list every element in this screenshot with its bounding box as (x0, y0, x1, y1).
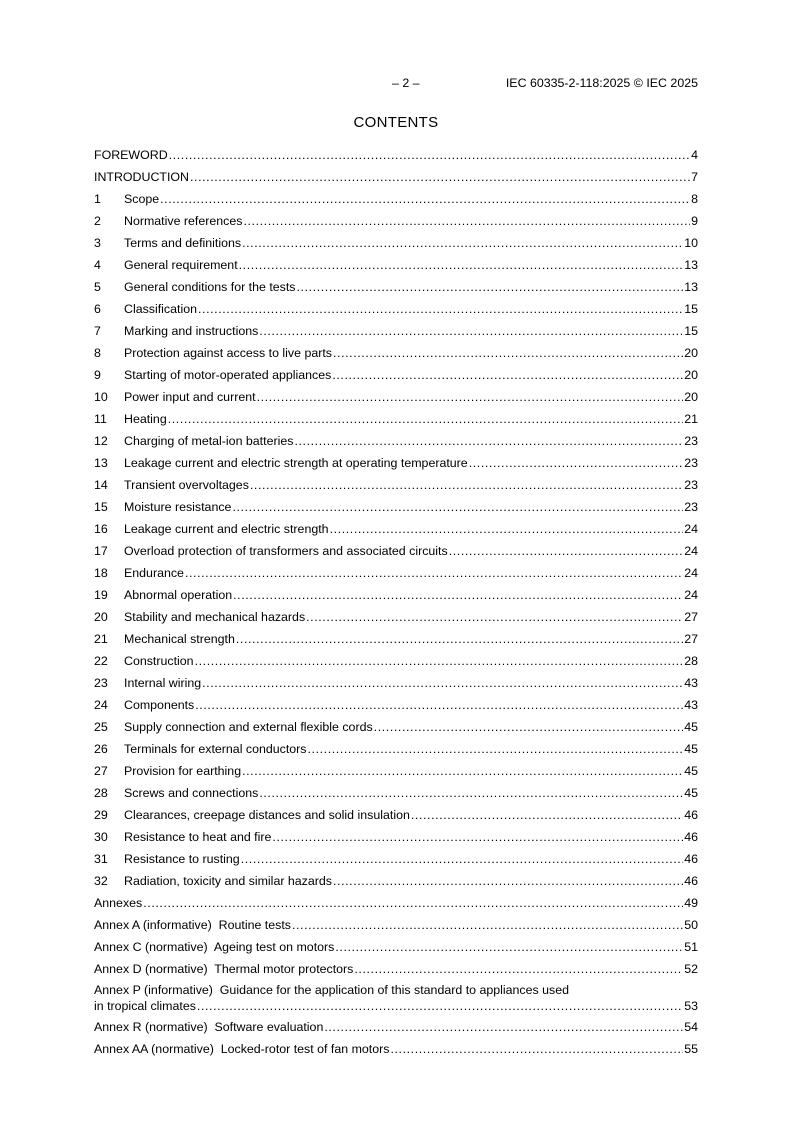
toc-entry-number: 14 (94, 478, 108, 492)
dot-leader (185, 565, 683, 581)
toc-entry-label: Abnormal operation (124, 588, 233, 602)
toc-entry-label: Annex R (normative) Software evaluation (94, 1020, 324, 1034)
toc-entry-page: 27 (684, 610, 698, 624)
dot-leader (241, 851, 684, 867)
toc-entry-page: 46 (684, 852, 698, 866)
toc-entry-page: 45 (684, 764, 698, 778)
toc-entry-page: 28 (684, 654, 698, 668)
toc-entry-page: 45 (684, 786, 698, 800)
toc-entry-label: Stability and mechanical hazards (124, 610, 306, 624)
toc-entry-label: Annex D (normative) Thermal motor protectors (94, 962, 354, 976)
toc-entry[interactable] (94, 475, 698, 497)
toc-entry-page: 13 (684, 258, 698, 272)
toc-entry-number: 30 (94, 830, 108, 844)
table-of-contents (94, 145, 698, 1061)
toc-entry[interactable] (94, 299, 698, 321)
dot-leader (232, 499, 683, 515)
toc-entry[interactable] (94, 849, 698, 871)
toc-entry-label: Mechanical strength (124, 632, 235, 646)
toc-entry[interactable] (94, 343, 698, 365)
dot-leader (333, 873, 683, 889)
toc-entry-label: Annex AA (normative) Locked-rotor test of fan motors (94, 1042, 390, 1056)
toc-entry-label: Annex P (informative) Guidance for the application of this standard to appliances used (94, 983, 570, 997)
toc-entry-label: Terminals for external conductors (124, 742, 307, 756)
toc-entry-label: Resistance to rusting (124, 852, 240, 866)
toc-entry-label: FOREWORD (94, 148, 168, 162)
toc-entry-label: Annex C (normative) Ageing test on motors (94, 940, 335, 954)
toc-entry-label: Annex A (informative) Routine tests (94, 918, 291, 932)
toc-entry-number: 27 (94, 764, 108, 778)
dot-leader (160, 191, 690, 207)
toc-entry-page: 9 (691, 214, 698, 228)
toc-entry-number: 23 (94, 676, 108, 690)
toc-entry-page: 50 (684, 918, 698, 932)
dot-leader (306, 609, 683, 625)
toc-entry[interactable] (94, 1039, 698, 1061)
toc-entry-label: Overload protection of transformers and associated circuits (124, 544, 448, 558)
toc-entry[interactable] (94, 211, 698, 233)
toc-entry[interactable] (94, 387, 698, 409)
toc-entry[interactable] (94, 915, 698, 937)
dot-leader (243, 213, 690, 229)
toc-entry-page: 23 (684, 456, 698, 470)
toc-entry-label: INTRODUCTION (94, 170, 189, 184)
dot-leader (292, 917, 683, 933)
toc-entry-number: 13 (94, 456, 108, 470)
toc-entry[interactable] (94, 1017, 698, 1039)
toc-entry[interactable] (94, 563, 698, 585)
dot-leader (168, 411, 683, 427)
dot-leader (190, 169, 690, 185)
toc-entry-page: 23 (684, 500, 698, 514)
toc-entry-page: 20 (684, 390, 698, 404)
dot-leader (374, 719, 684, 735)
toc-entry-label: Starting of motor-operated appliances (124, 368, 332, 382)
toc-entry[interactable] (94, 651, 698, 673)
toc-entry-number: 26 (94, 742, 108, 756)
dot-leader (195, 653, 684, 669)
toc-entry-number: 20 (94, 610, 108, 624)
toc-entry-page: 24 (684, 588, 698, 602)
toc-entry-page: 7 (691, 170, 698, 184)
toc-entry-page: 46 (684, 808, 698, 822)
dot-leader (250, 477, 683, 493)
toc-entry-page: 15 (684, 324, 698, 338)
toc-entry[interactable] (94, 255, 698, 277)
toc-entry-number: 22 (94, 654, 108, 668)
toc-entry-label: Clearances, creepage distances and solid insulation (124, 808, 410, 822)
toc-entry[interactable] (94, 893, 698, 915)
dot-leader (257, 389, 684, 405)
toc-entry-page: 43 (684, 676, 698, 690)
toc-entry-label: Power input and current (124, 390, 256, 404)
toc-entry-label: Endurance (124, 566, 184, 580)
toc-entry[interactable] (94, 409, 698, 431)
toc-entry-page: 51 (684, 940, 698, 954)
toc-entry-label: Normative references (124, 214, 243, 228)
toc-entry[interactable] (94, 321, 698, 343)
toc-entry-page: 24 (684, 544, 698, 558)
dot-leader (449, 543, 684, 559)
toc-entry-number: 24 (94, 698, 108, 712)
toc-entry-number: 10 (94, 390, 108, 404)
toc-entry[interactable] (94, 739, 698, 761)
dot-leader (198, 301, 683, 317)
toc-entry[interactable] (94, 717, 698, 739)
dot-leader (354, 961, 683, 977)
toc-entry-label-continued: in tropical climates (94, 999, 196, 1013)
toc-entry-label: Construction (124, 654, 194, 668)
toc-entry-page: 10 (684, 236, 698, 250)
toc-entry[interactable] (94, 145, 698, 167)
toc-entry-label: Scope (124, 192, 160, 206)
toc-entry-page: 21 (684, 412, 698, 426)
dot-leader (169, 147, 690, 163)
toc-entry-page: 13 (684, 280, 698, 294)
toc-entry-label: Annexes (94, 896, 143, 910)
toc-entry[interactable] (94, 365, 698, 387)
toc-entry[interactable] (94, 871, 698, 893)
toc-entry-label: General requirement (124, 258, 238, 272)
toc-entry[interactable] (94, 519, 698, 541)
toc-entry-page: 24 (684, 522, 698, 536)
toc-entry[interactable] (94, 585, 698, 607)
dot-leader (242, 235, 683, 251)
toc-entry[interactable] (94, 431, 698, 453)
toc-entry-number: 17 (94, 544, 108, 558)
toc-entry-number: 9 (94, 368, 101, 382)
toc-entry-label: Supply connection and external flexible cords (124, 720, 373, 734)
toc-entry-label: Leakage current and electric strength (124, 522, 329, 536)
dot-leader (259, 323, 683, 339)
dot-leader (324, 1019, 683, 1035)
toc-entry-page: 4 (691, 148, 698, 162)
dot-leader (333, 345, 683, 361)
page-number: – 2 – (392, 76, 420, 90)
toc-entry[interactable] (94, 607, 698, 629)
toc-entry[interactable] (94, 981, 698, 1017)
toc-entry-label: Terms and definitions (124, 236, 242, 250)
toc-entry[interactable] (94, 805, 698, 827)
toc-entry-number: 31 (94, 852, 108, 866)
toc-entry-page: 46 (684, 874, 698, 888)
toc-entry-page: 53 (684, 999, 698, 1013)
toc-entry-label: Marking and instructions (124, 324, 259, 338)
toc-entry-number: 6 (94, 302, 101, 316)
toc-entry-page: 45 (684, 742, 698, 756)
dot-leader (297, 279, 684, 295)
page-header (94, 76, 698, 92)
toc-entry-page: 45 (684, 720, 698, 734)
toc-entry-label: Transient overvoltages (124, 478, 249, 492)
toc-entry[interactable] (94, 277, 698, 299)
dot-leader (332, 367, 683, 383)
toc-entry-page: 54 (684, 1020, 698, 1034)
toc-entry-page: 20 (684, 368, 698, 382)
toc-entry-label: Leakage current and electric strength at operating temperature (124, 456, 468, 470)
toc-entry-number: 3 (94, 236, 101, 250)
toc-entry-label: Radiation, toxicity and similar hazards (124, 874, 332, 888)
toc-entry-label: Charging of metal-ion batteries (124, 434, 294, 448)
dot-leader (469, 455, 684, 471)
toc-entry-label: Screws and connections (124, 786, 259, 800)
toc-entry-label: General conditions for the tests (124, 280, 296, 294)
toc-entry-page: 55 (684, 1042, 698, 1056)
toc-entry-label: Provision for earthing (124, 764, 242, 778)
toc-entry-number: 5 (94, 280, 101, 294)
toc-entry-number: 1 (94, 192, 101, 206)
toc-entry-page: 15 (684, 302, 698, 316)
toc-entry[interactable] (94, 233, 698, 255)
toc-entry[interactable] (94, 541, 698, 563)
toc-entry-number: 12 (94, 434, 108, 448)
toc-entry-number: 29 (94, 808, 108, 822)
dot-leader (236, 631, 683, 647)
toc-entry[interactable] (94, 629, 698, 651)
dot-leader (294, 433, 683, 449)
standard-reference: IEC 60335-2-118:2025 © IEC 2025 (505, 76, 698, 90)
toc-entry[interactable] (94, 497, 698, 519)
toc-entry-page: 52 (684, 962, 698, 976)
toc-entry[interactable] (94, 827, 698, 849)
toc-entry-number: 25 (94, 720, 108, 734)
dot-leader (233, 587, 683, 603)
toc-entry-page: 46 (684, 830, 698, 844)
toc-entry-label: Moisture resistance (124, 500, 232, 514)
toc-entry-label: Components (124, 698, 195, 712)
toc-entry-number: 32 (94, 874, 108, 888)
toc-entry-number: 21 (94, 632, 108, 646)
dot-leader (272, 829, 683, 845)
dot-leader (308, 741, 684, 757)
toc-entry-number: 18 (94, 566, 108, 580)
toc-entry[interactable] (94, 453, 698, 475)
toc-entry-number: 8 (94, 346, 101, 360)
toc-entry-page: 24 (684, 566, 698, 580)
dot-leader (195, 697, 683, 713)
toc-entry[interactable] (94, 189, 698, 211)
toc-entry-number: 7 (94, 324, 101, 338)
toc-entry-page: 43 (684, 698, 698, 712)
toc-entry-label: Heating (124, 412, 167, 426)
toc-entry-label: Protection against access to live parts (124, 346, 332, 360)
dot-leader (411, 807, 683, 823)
toc-entry-page: 27 (684, 632, 698, 646)
toc-entry-label: Internal wiring (124, 676, 202, 690)
toc-entry-page: 23 (684, 434, 698, 448)
dot-leader (335, 939, 683, 955)
toc-entry[interactable] (94, 783, 698, 805)
toc-entry[interactable] (94, 761, 698, 783)
toc-entry-page: 49 (684, 896, 698, 910)
toc-entry-label: Resistance to heat and fire (124, 830, 272, 844)
toc-entry[interactable] (94, 937, 698, 959)
page-title: CONTENTS (353, 114, 439, 131)
toc-entry-number: 28 (94, 786, 108, 800)
toc-entry-number: 2 (94, 214, 101, 228)
dot-leader (197, 998, 683, 1014)
toc-entry[interactable] (94, 695, 698, 717)
dot-leader (202, 675, 683, 691)
toc-entry-page: 20 (684, 346, 698, 360)
toc-entry[interactable] (94, 167, 698, 189)
dot-leader (330, 521, 684, 537)
toc-entry-number: 19 (94, 588, 108, 602)
toc-entry[interactable] (94, 673, 698, 695)
dot-leader (390, 1041, 683, 1057)
dot-leader (239, 257, 684, 273)
toc-entry-label: Classification (124, 302, 197, 316)
dot-leader (143, 895, 683, 911)
toc-entry-number: 4 (94, 258, 101, 272)
dot-leader (242, 763, 683, 779)
toc-entry-page: 8 (691, 192, 698, 206)
toc-entry-number: 15 (94, 500, 108, 514)
dot-leader (259, 785, 683, 801)
toc-entry[interactable] (94, 959, 698, 981)
toc-entry-number: 16 (94, 522, 108, 536)
toc-entry-page: 23 (684, 478, 698, 492)
toc-entry-number: 11 (94, 412, 107, 426)
